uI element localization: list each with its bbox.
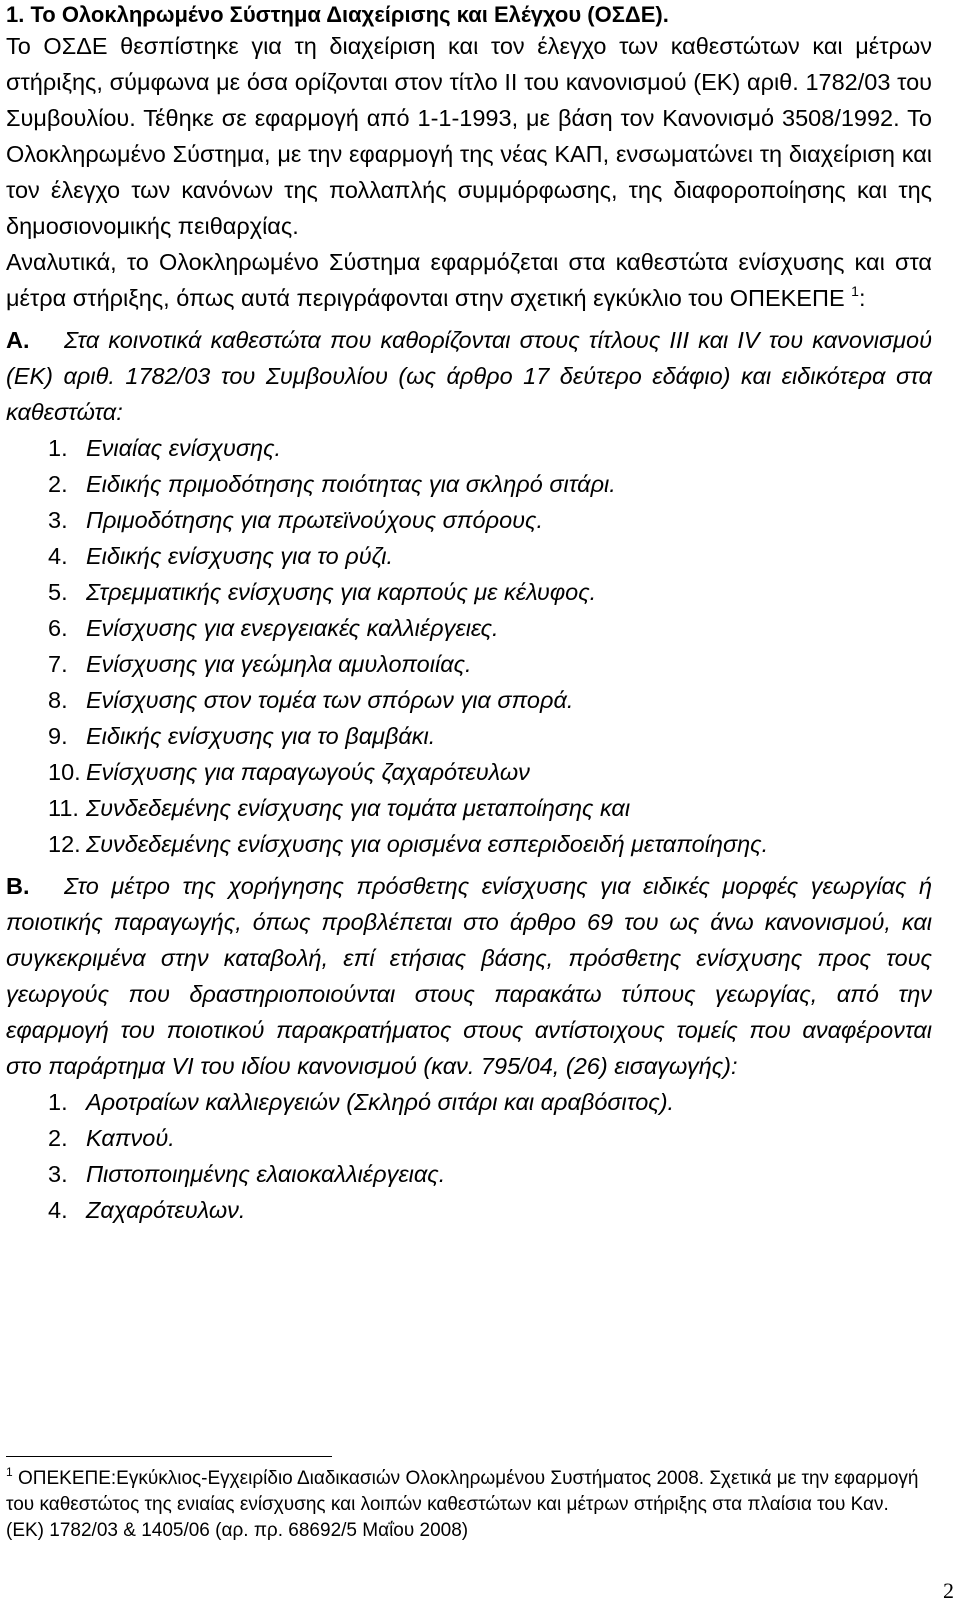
list-item-text: Ειδικής πριμοδότησης ποιότητας για σκληρό σιτάρι.	[86, 471, 616, 497]
list-item-text: Πριμοδότησης για πρωτεϊνούχους σπόρους.	[86, 507, 544, 533]
analysis-paragraph	[6, 244, 932, 316]
list-item-number: 6.	[48, 615, 68, 641]
document-page	[6, 0, 932, 1228]
list-item-number: 2.	[48, 1125, 68, 1151]
list-item	[48, 754, 932, 790]
list-item	[48, 502, 932, 538]
list-item-number: 3.	[48, 507, 68, 533]
list-item-number: 10.	[48, 759, 81, 785]
list-item-text: Ζαχαρότευλων.	[86, 1197, 246, 1223]
section-b-letter: Β.	[6, 873, 30, 899]
list-item-text: Ειδικής ενίσχυσης για το βαμβάκι.	[86, 723, 436, 749]
list-item-number: 2.	[48, 471, 68, 497]
list-item	[48, 682, 932, 718]
list-item-text: Αροτραίων καλλιεργειών (Σκληρό σιτάρι και αραβόσιτος).	[86, 1089, 675, 1115]
list-item	[48, 646, 932, 682]
list-item-text: Ειδικής ενίσχυσης για το ρύζι.	[86, 543, 393, 569]
list-item	[48, 1156, 932, 1192]
analysis-end: :	[858, 285, 866, 311]
section-a-paragraph	[6, 322, 932, 430]
section-heading: 1. Το Ολοκληρωμένο Σύστημα Διαχείρισης και Ελέγχου (ΟΣΔΕ).	[6, 2, 669, 27]
section-b-list	[6, 1084, 932, 1228]
footnote	[6, 1466, 932, 1544]
list-item-number: 4.	[48, 543, 68, 569]
section-a-text: Στα κοινοτικά καθεστώτα που καθορίζονται στους τίτλους ΙΙΙ και IV του κανονισμού (ΕΚ) αριθ. 1782/03 του Συμβουλίου (ως άρθρο 17 δεύτερο εδάφιο) και ειδικότερα στα καθεστώτα:	[6, 327, 932, 425]
list-item-number: 11.	[48, 795, 79, 821]
list-item-text: Καπνού.	[86, 1125, 175, 1151]
list-item	[48, 430, 932, 466]
list-item	[48, 826, 932, 862]
list-item-text: Στρεμματικής ενίσχυσης για καρπούς με κέλυφος.	[86, 579, 597, 605]
list-item	[48, 538, 932, 574]
footnote-reference[interactable]: 1	[851, 283, 859, 299]
list-item	[48, 574, 932, 610]
page-number: 2	[943, 1578, 954, 1603]
footnote-number: 1	[6, 1465, 13, 1479]
list-item	[48, 1120, 932, 1156]
section-a-letter: Α.	[6, 327, 30, 353]
section-b-text: Στο μέτρο της χορήγησης πρόσθετης ενίσχυσης για ειδικές μορφές γεωργίας ή ποιοτικής παραγωγής, όπως προβλέπεται στο άρθρο 69 του ως άνω κανονισμού, και συγκεκριμένα στην καταβολή, επί ετήσιας βάσης, πρόσθετης ενίσχυσης προς τους γεωργούς που δραστηριοποιούνται στους παρακάτω τύπους γεωργίας, από την εφαρμογή του ποιοτικού παρακρατήματος στους αντίστοιχους τομείς που αναφέρονται στο παράρτημα VI του ιδίου κανονισμού (καν. 795/04, (26) εισαγωγής):	[6, 873, 932, 1079]
list-item	[48, 466, 932, 502]
list-item	[48, 610, 932, 646]
list-item-text: Πιστοποιημένης ελαιοκαλλιέργειας.	[86, 1161, 446, 1187]
list-item-number: 12.	[48, 831, 81, 857]
list-item-number: 1.	[48, 1089, 68, 1115]
section-a-list	[6, 430, 932, 862]
list-item-number: 3.	[48, 1161, 68, 1187]
list-item-text: Συνδεδεμένης ενίσχυσης για ορισμένα εσπεριδοειδή μεταποίησης.	[86, 831, 769, 857]
list-item-number: 1.	[48, 435, 68, 461]
list-item-text: Συνδεδεμένης ενίσχυσης για τομάτα μεταποίησης και	[86, 795, 631, 821]
list-item-text: Ενίσχυσης για γεώμηλα αμυλοποιίας.	[86, 651, 472, 677]
analysis-text: Αναλυτικά, το Ολοκληρωμένο Σύστημα εφαρμόζεται στα καθεστώτα ενίσχυσης και στα μέτρα στήριξης, όπως αυτά περιγράφονται στην σχετική εγκύκλιο του ΟΠΕΚΕΠΕ	[6, 249, 932, 311]
section-b-paragraph	[6, 868, 932, 1084]
list-item-number: 7.	[48, 651, 68, 677]
list-item-number: 5.	[48, 579, 68, 605]
list-item-number: 9.	[48, 723, 68, 749]
list-item-number: 4.	[48, 1197, 68, 1223]
list-item-text: Ενιαίας ενίσχυσης.	[86, 435, 282, 461]
list-item-text: Ενίσχυσης για παραγωγούς ζαχαρότευλων	[86, 759, 530, 785]
list-item-text: Ενίσχυσης στον τομέα των σπόρων για σπορά.	[86, 687, 574, 713]
list-item-text: Ενίσχυσης για ενεργειακές καλλιέργειες.	[86, 615, 499, 641]
list-item	[48, 1084, 932, 1120]
footnote-divider	[6, 1456, 332, 1457]
list-item-number: 8.	[48, 687, 68, 713]
list-item	[48, 718, 932, 754]
footnote-text: ΟΠΕΚΕΠΕ:Εγκύκλιος-Εγχειρίδιο Διαδικασιών Ολοκληρωμένου Συστήματος 2008. Σχετικά με την εφαρμογή του καθεστώτος της ενιαίας ενίσχυσης και λοιπών καθεστώτων και μέτρων στήριξης στα πλαίσια του Καν. (ΕΚ) 1782/03 & 1405/06 (αρ. πρ. 68692/5 Μαΐου 2008)	[6, 1468, 919, 1541]
list-item	[48, 1192, 932, 1228]
list-item	[48, 790, 932, 826]
intro-paragraph: Το ΟΣΔΕ θεσπίστηκε για τη διαχείριση και τον έλεγχο των καθεστώτων και μέτρων στήριξης, σύμφωνα με όσα ορίζονται στον τίτλο ΙΙ του κανονισμού (ΕΚ) αριθ. 1782/03 του Συμβουλίου. Τέθηκε σε εφαρμογή από 1-1-1993, με βάση τον Κανονισμό 3508/1992. Το Ολοκληρωμένο Σύστημα, με την εφαρμογή της νέας ΚΑΠ, ενσωματώνει τη διαχείριση και τον έλεγχο των κανόνων της πολλαπλής συμμόρφωσης, της διαφοροποίησης και της δημοσιονομικής πειθαρχίας.	[6, 33, 932, 239]
